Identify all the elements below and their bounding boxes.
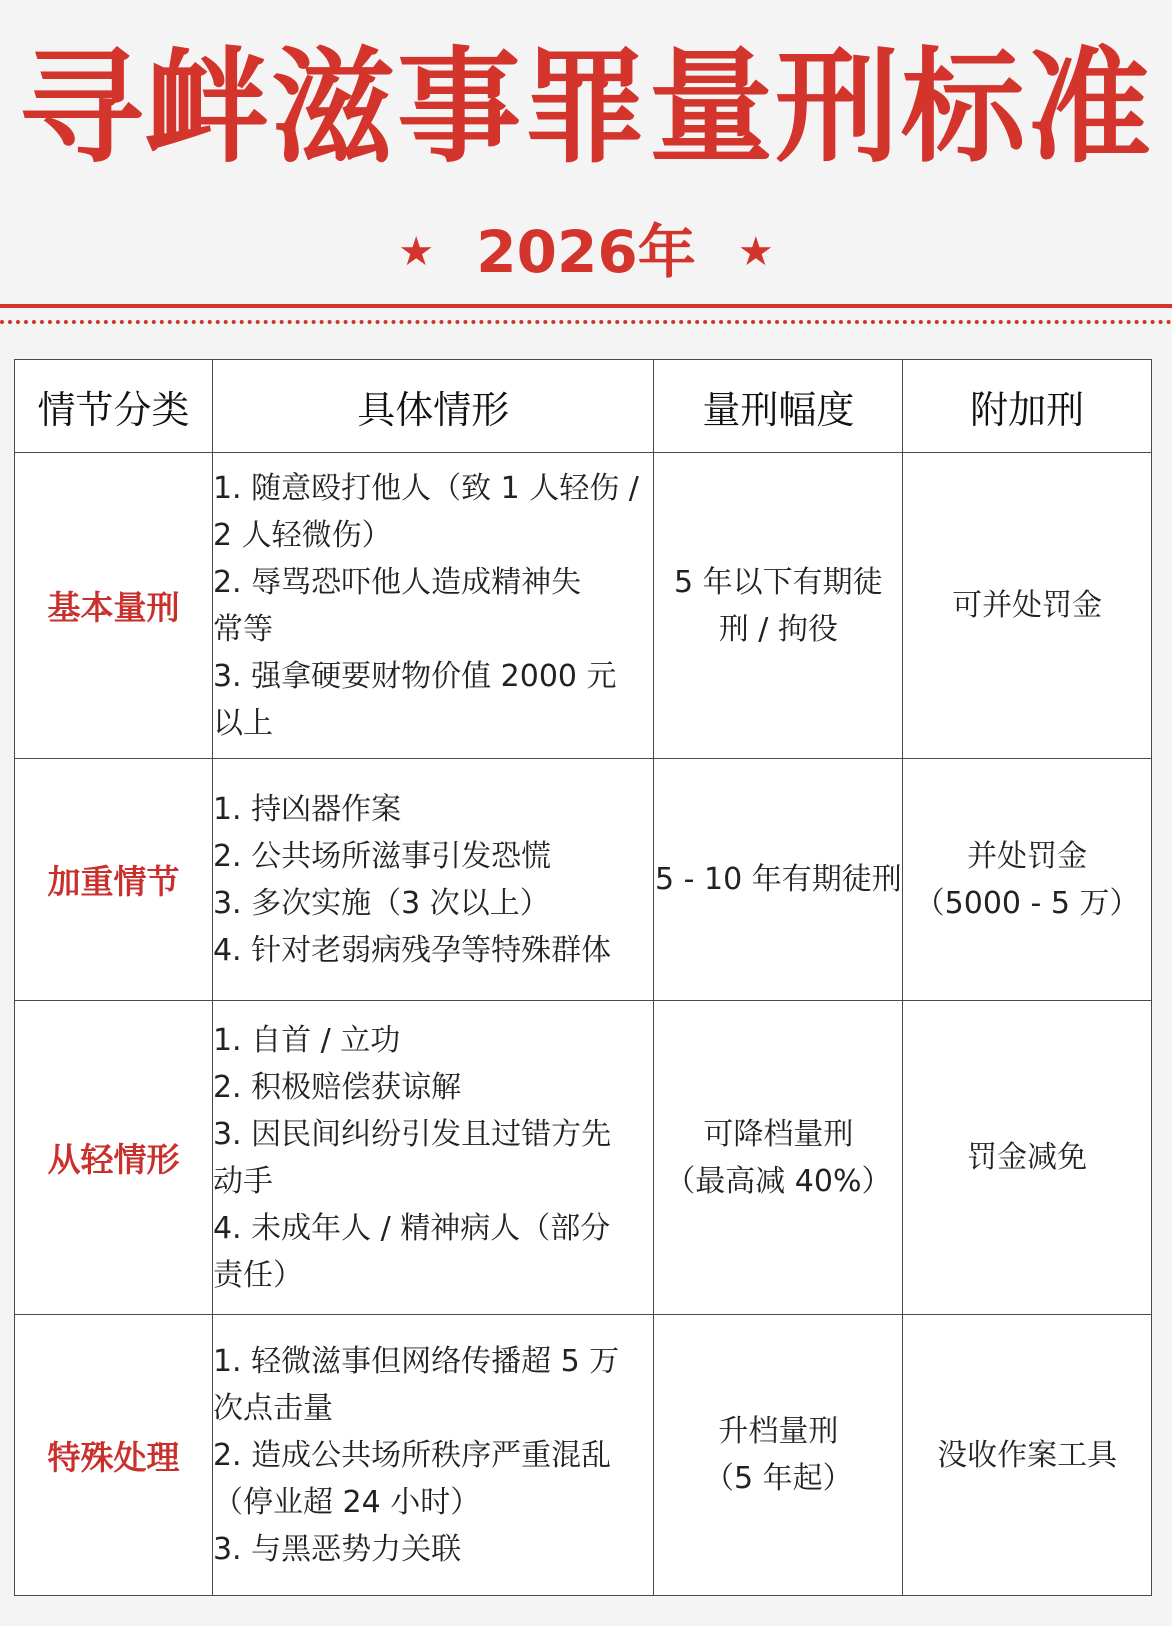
star-right-icon: ★ bbox=[737, 228, 774, 275]
row-additional bbox=[903, 1315, 1152, 1596]
sentence-line: 刑 / 拘役 bbox=[718, 611, 838, 647]
divider-dotted bbox=[0, 320, 1172, 324]
row-sentence bbox=[654, 1315, 903, 1596]
detail-line: 3. 与黑恶势力关联 bbox=[212, 1531, 462, 1567]
sentence-line: （最高减 40%） bbox=[665, 1163, 892, 1199]
divider-solid bbox=[0, 304, 1172, 308]
row-category: 特殊处理 bbox=[15, 1315, 213, 1596]
detail-line: 常等 bbox=[212, 611, 273, 647]
table-row bbox=[15, 453, 1152, 759]
row-additional bbox=[903, 453, 1152, 759]
additional-line: （5000 - 5 万） bbox=[914, 885, 1140, 921]
detail-line: 次点击量 bbox=[212, 1390, 333, 1426]
detail-line: 3. 多次实施（3 次以上） bbox=[212, 885, 550, 921]
page-title: 寻衅滋事罪量刑标准 bbox=[18, 36, 1153, 180]
sentence-line: 5 - 10 年有期徒刑 bbox=[655, 862, 902, 897]
header-additional: 附加刑 bbox=[903, 360, 1152, 453]
detail-line: 动手 bbox=[212, 1163, 273, 1199]
additional-line: 没收作案工具 bbox=[937, 1437, 1118, 1473]
sentence-line: （5 年起） bbox=[704, 1461, 853, 1496]
detail-line: 1. 轻微滋事但网络传播超 5 万 bbox=[212, 1343, 620, 1379]
additional-line: 并处罚金 bbox=[967, 838, 1088, 874]
detail-line: 2. 造成公共场所秩序严重混乱 bbox=[212, 1437, 612, 1473]
row-details bbox=[212, 759, 654, 1001]
detail-line: 3. 强拿硬要财物价值 2000 元 bbox=[212, 658, 617, 694]
year-banner bbox=[0, 212, 1172, 296]
additional-line: 可并处罚金 bbox=[952, 588, 1103, 623]
detail-line: 以上 bbox=[212, 705, 273, 741]
detail-line: 1. 持凶器作案 bbox=[212, 791, 402, 827]
detail-line: （停业超 24 小时） bbox=[212, 1484, 481, 1520]
header-category: 情节分类 bbox=[15, 360, 213, 453]
detail-line: 2. 辱骂恐吓他人造成精神失 bbox=[212, 564, 582, 600]
detail-line: 4. 未成年人 / 精神病人（部分 bbox=[212, 1210, 611, 1246]
header-details: 具体情形 bbox=[212, 360, 654, 453]
detail-line: 1. 随意殴打他人（致 1 人轻伤 / bbox=[212, 470, 639, 506]
detail-line: 2. 积极赔偿获谅解 bbox=[212, 1069, 462, 1105]
table-row bbox=[15, 1001, 1152, 1315]
sentence-line: 可降档量刑 bbox=[703, 1116, 854, 1152]
sentence-line: 5 年以下有期徒 bbox=[674, 564, 883, 600]
table-row bbox=[15, 759, 1152, 1001]
row-additional bbox=[903, 759, 1152, 1001]
sentencing-table bbox=[14, 359, 1152, 1596]
sentence-line: 升档量刑 bbox=[718, 1414, 839, 1449]
table-row bbox=[15, 1315, 1152, 1596]
detail-line: 3. 因民间纠纷引发且过错方先 bbox=[212, 1116, 612, 1152]
row-details bbox=[212, 1001, 654, 1315]
detail-line: 2. 公共场所滋事引发恐慌 bbox=[212, 838, 552, 874]
table-header-row bbox=[15, 360, 1152, 453]
detail-line: 4. 针对老弱病残孕等特殊群体 bbox=[212, 932, 612, 968]
star-left-icon: ★ bbox=[398, 228, 435, 275]
header-sentence: 量刑幅度 bbox=[654, 360, 903, 453]
row-category: 从轻情形 bbox=[15, 1001, 213, 1315]
row-sentence bbox=[654, 759, 903, 1001]
row-details bbox=[212, 1315, 654, 1596]
year-label: 2026年 bbox=[476, 218, 696, 286]
detail-line: 责任） bbox=[212, 1257, 303, 1293]
row-sentence bbox=[654, 1001, 903, 1315]
row-details bbox=[212, 453, 654, 759]
row-category: 基本量刑 bbox=[15, 453, 213, 759]
row-category: 加重情节 bbox=[15, 759, 213, 1001]
row-sentence bbox=[654, 453, 903, 759]
row-additional bbox=[903, 1001, 1152, 1315]
detail-line: 1. 自首 / 立功 bbox=[212, 1022, 401, 1058]
detail-line: 2 人轻微伤） bbox=[212, 517, 392, 553]
additional-line: 罚金减免 bbox=[967, 1140, 1088, 1175]
